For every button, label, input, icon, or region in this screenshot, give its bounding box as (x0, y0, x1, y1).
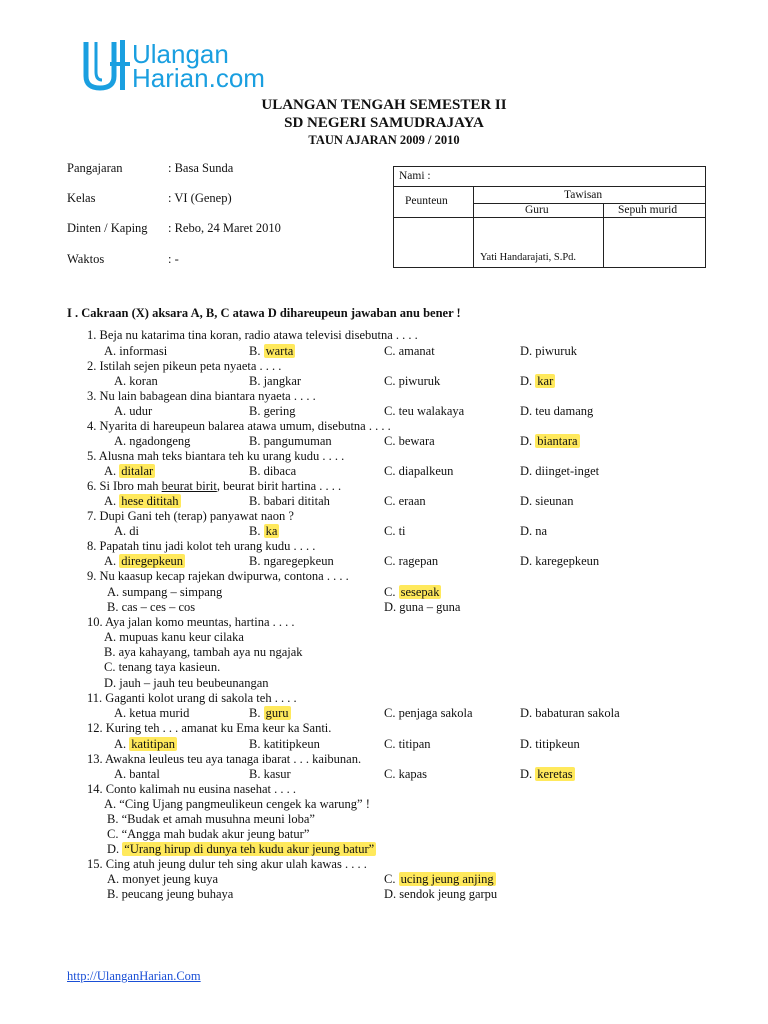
answer-highlight: ucing jeung anjing (400, 872, 494, 886)
q9-option-b: B. cas – ces – cos (107, 600, 196, 614)
q1-option-c: C. amanat (384, 344, 435, 358)
q13-option-a: A. bantal (114, 767, 160, 781)
question-2: 2. Istilah sejen pikeun peta nyaeta . . . . (87, 359, 282, 373)
info-label-class: Kelas (67, 191, 96, 205)
info-value-date: : Rebo, 24 Maret 2010 (168, 221, 281, 235)
question-7: 7. Dupi Gani teh (terap) panyawat naon ? (87, 509, 294, 523)
answer-highlight: kar (537, 374, 554, 388)
q13-option-b: B. kasur (249, 767, 291, 781)
q11-option-b: B. guru (249, 706, 289, 720)
q15-option-d: D. sendok jeung garpu (384, 887, 498, 901)
answer-highlight: ditalar (121, 464, 154, 478)
parent-column-label: Sepuh murid (618, 204, 678, 216)
q6-option-d: D. sieunan (520, 494, 574, 508)
q15-option-c: C. ucing jeung anjing (384, 872, 494, 886)
question-8: 8. Papatah tinu jadi kolot teh urang kudu . . . . (87, 539, 316, 553)
q11-option-a: A. ketua murid (114, 706, 190, 720)
logo-text-line2: Harian.com (132, 63, 265, 93)
q12-option-b: B. katitipkeun (249, 737, 320, 751)
teacher-column-label: Guru (525, 204, 549, 216)
q8-option-c: C. ragepan (384, 554, 439, 568)
answer-highlight: katitipan (131, 737, 176, 751)
signature-label: Tawisan (564, 189, 603, 201)
q2-option-b: B. jangkar (249, 374, 302, 388)
q14-option-a: A. “Cing Ujang pangmeulikeun cengek ka warung” ! (104, 797, 370, 811)
question-9: 9. Nu kaasup kecap rajekan dwipurwa, contona . . . . (87, 569, 349, 583)
q11-option-d: D. babaturan sakola (520, 706, 620, 720)
q7-option-c: C. ti (384, 524, 406, 538)
question-11: 11. Gaganti kolot urang di sakola teh . . . . (87, 691, 297, 705)
q15-option-b: B. peucang jeung buhaya (107, 887, 234, 901)
answer-highlight: keretas (537, 767, 573, 781)
logo-mark-icon (80, 38, 134, 94)
question-6: 6. Si Ibro mah beurat birit, beurat birit hartina . . . . (87, 479, 342, 493)
section-instruction: I . Cakraan (X) aksara A, B, C atawa D dihareupeun jawaban anu bener ! (67, 306, 461, 320)
info-label-subject: Pangajaran (67, 161, 123, 175)
q10-option-a: A. mupuas kanu keur cilaka (104, 630, 244, 644)
q5-option-d: D. diinget-inget (520, 464, 600, 478)
q6-option-c: C. eraan (384, 494, 426, 508)
question-15: 15. Cing atuh jeung dulur teh sing akur ulah kawas . . . . (87, 857, 367, 871)
info-value-class: : VI (Genep) (168, 191, 232, 205)
footer-link[interactable]: http://UlanganHarian.Com (67, 969, 201, 983)
q6-option-b: B. babari dititah (249, 494, 330, 508)
q3-option-b: B. gering (249, 404, 296, 418)
q7-option-d: D. na (520, 524, 548, 538)
q7-option-b: B. ka (249, 524, 278, 538)
q4-option-a: A. ngadongeng (114, 434, 191, 448)
q4-option-b: B. pangumuman (249, 434, 332, 448)
info-label-time: Waktos (67, 252, 105, 266)
question-12: 12. Kuring teh . . . amanat ku Ema keur ka Santi. (87, 721, 332, 735)
q14-option-b: B. “Budak et amah musuhna meuni loba” (107, 812, 315, 826)
q8-option-a: A. diregepkeun (104, 554, 184, 568)
q5-option-c: C. diapalkeun (384, 464, 454, 478)
school-year: TAUN AJARAN 2009 / 2010 (308, 133, 460, 147)
question-10: 10. Aya jalan komo meuntas, hartina . . . . (87, 615, 295, 629)
q5-option-b: B. dibaca (249, 464, 297, 478)
info-label-date: Dinten / Kaping (67, 221, 148, 235)
q12-option-a: A. katitipan (114, 737, 176, 751)
q10-option-c: C. tenang taya kasieun. (104, 660, 221, 674)
q12-option-c: C. titipan (384, 737, 431, 751)
q13-option-c: C. kapas (384, 767, 428, 781)
answer-highlight: hese dititah (121, 494, 179, 508)
q8-option-b: B. ngaregepkeun (249, 554, 334, 568)
q11-option-c: C. penjaga sakola (384, 706, 473, 720)
q4-option-d: D. biantara (520, 434, 578, 448)
q2-option-a: A. koran (114, 374, 158, 388)
q1-option-b: B. warta (249, 344, 294, 358)
question-4: 4. Nyarita di hareupeun balarea atawa umum, disebutna . . . . (87, 419, 391, 433)
logo-text-line1: Ulangan (132, 39, 229, 69)
q9-option-a: A. sumpang – simpang (107, 585, 223, 599)
answer-highlight: sesepak (400, 585, 440, 599)
q3-option-d: D. teu damang (520, 404, 594, 418)
q2-option-d: D. kar (520, 374, 554, 388)
q14-option-c: C. “Angga mah budak akur jeung batur” (107, 827, 310, 841)
q9-option-c: C. sesepak (384, 585, 440, 599)
q8-option-d: D. karegepkeun (520, 554, 600, 568)
q10-option-d: D. jauh – jauh teu beubeunangan (104, 676, 269, 690)
q7-option-a: A. di (114, 524, 139, 538)
q10-option-b: B. aya kahayang, tambah aya nu ngajak (104, 645, 303, 659)
question-1: 1. Beja nu katarima tina koran, radio atawa televisi disebutna . . . . (87, 328, 418, 342)
q1-option-d: D. piwuruk (520, 344, 577, 358)
q1-option-a: A. informasi (104, 344, 168, 358)
q12-option-d: D. titipkeun (520, 737, 580, 751)
school-name: SD NEGERI SAMUDRAJAYA (284, 115, 484, 131)
score-label: Peunteun (405, 195, 448, 207)
question-14: 14. Conto kalimah nu eusina nasehat . . . . (87, 782, 296, 796)
answer-highlight: “Urang hirup di dunya teh kudu akur jeung batur” (124, 842, 375, 856)
q3-option-c: C. teu walakaya (384, 404, 465, 418)
answer-highlight: biantara (537, 434, 578, 448)
answer-highlight: guru (265, 706, 289, 720)
question-5: 5. Alusna mah teks biantara teh ku urang kudu . . . . (87, 449, 345, 463)
answer-highlight: warta (265, 344, 294, 358)
site-logo (80, 38, 310, 98)
info-value-subject: : Basa Sunda (168, 161, 234, 175)
q3-option-a: A. udur (114, 404, 153, 418)
exam-title: ULANGAN TENGAH SEMESTER II (261, 97, 507, 113)
q13-option-d: D. keretas (520, 767, 573, 781)
question-13: 13. Awakna leuleus teu aya tanaga ibarat . . . kaibunan. (87, 752, 362, 766)
q5-option-a: A. ditalar (104, 464, 154, 478)
q6-option-a: A. hese dititah (104, 494, 179, 508)
q2-option-c: C. piwuruk (384, 374, 441, 388)
answer-highlight: ka (265, 524, 278, 538)
teacher-name: Yati Handarajati, S.Pd. (480, 252, 577, 263)
q9-option-d: D. guna – guna (384, 600, 461, 614)
answer-highlight: diregepkeun (121, 554, 184, 568)
q14-option-d: D. “Urang hirup di dunya teh kudu akur jeung batur” (107, 842, 375, 856)
q15-option-a: A. monyet jeung kuya (107, 872, 219, 886)
question-3: 3. Nu lain babagean dina biantara nyaeta . . . . (87, 389, 316, 403)
info-value-time: : - (168, 252, 179, 266)
q4-option-c: C. bewara (384, 434, 435, 448)
name-field-label: Nami : (399, 170, 431, 182)
score-box (393, 166, 706, 268)
